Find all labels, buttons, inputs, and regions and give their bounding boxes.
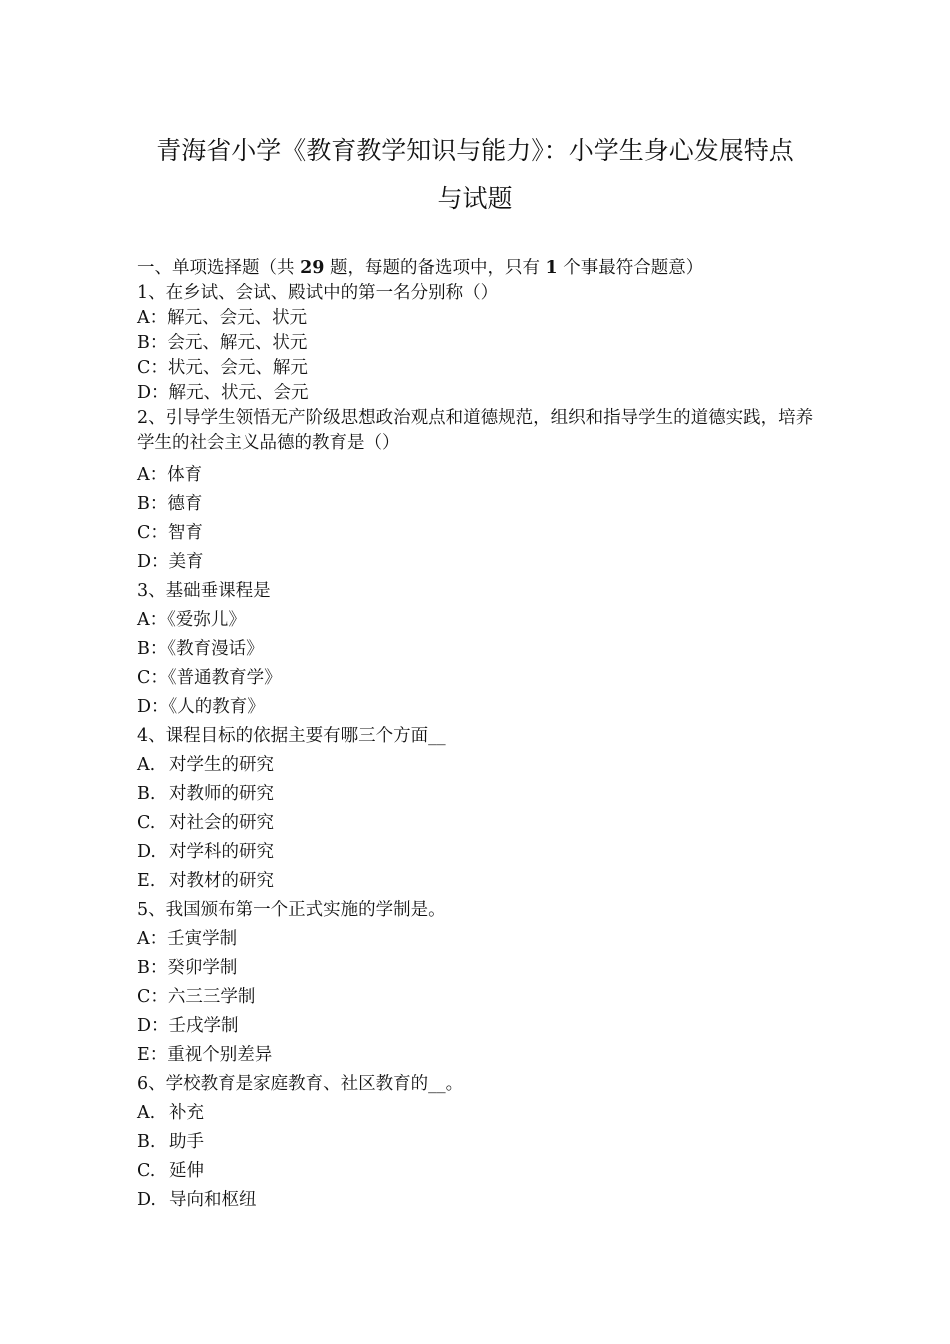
question-2-option-d: D：美育 bbox=[137, 552, 204, 572]
option-letter: A. bbox=[137, 755, 156, 775]
question-4-option-a bbox=[137, 751, 817, 780]
question-count: 29 bbox=[300, 258, 325, 278]
question-4-option-c bbox=[137, 809, 817, 838]
question-3-option-b: B：《教育漫话》 bbox=[137, 639, 264, 659]
document-title-line1: 青海省小学《教育教学知识与能力》：小学生身心发展特点 bbox=[156, 136, 794, 165]
option-letter: A. bbox=[137, 1103, 156, 1123]
question-2-option-b: B：德育 bbox=[137, 494, 203, 514]
question-2-stem: 2、引导学生领悟无产阶级思想政治观点和道德规范，组织和指导学生的道德实践，培养学生的社会主义品德的教育是（） bbox=[137, 408, 814, 453]
option-letter: C. bbox=[137, 813, 156, 833]
option-letter: E. bbox=[137, 871, 156, 891]
question-3-stem: 3、基础垂课程是 bbox=[137, 581, 271, 601]
question-5-option-d: D：壬戌学制 bbox=[137, 1016, 239, 1036]
question-3-option-d: D：《人的教育》 bbox=[137, 697, 265, 717]
question-5-stem: 5、我国颁布第一个正式实施的学制是。 bbox=[137, 900, 446, 920]
question-1-option-a: A：解元、会元、状元 bbox=[137, 308, 308, 328]
section-mid: 题，每题的备选项中，只有 bbox=[324, 258, 546, 278]
option-text: 导向和枢纽 bbox=[169, 1190, 257, 1210]
question-3-option-a: A：《爱弥儿》 bbox=[137, 610, 246, 630]
question-3-option-c: C：《普通教育学》 bbox=[137, 668, 282, 688]
question-4-option-e bbox=[137, 867, 817, 896]
question-1-option-c: C：状元、会元、解元 bbox=[137, 358, 308, 378]
section-heading bbox=[137, 256, 817, 281]
option-letter: B. bbox=[137, 784, 156, 804]
document-body bbox=[137, 256, 817, 1215]
question-6-option-c bbox=[137, 1157, 817, 1186]
option-letter: D. bbox=[137, 1190, 156, 1210]
option-text: 延伸 bbox=[169, 1161, 204, 1181]
section-suffix: 个事最符合题意） bbox=[557, 258, 704, 278]
question-5-option-e: E：重视个别差异 bbox=[137, 1045, 273, 1065]
option-text: 对教材的研究 bbox=[169, 871, 274, 891]
question-5-option-c: C：六三三学制 bbox=[137, 987, 256, 1007]
option-letter: B. bbox=[137, 1132, 156, 1152]
option-letter: D. bbox=[137, 842, 156, 862]
question-1-option-d: D：解元、状元、会元 bbox=[137, 383, 309, 403]
question-5-option-a: A：壬寅学制 bbox=[137, 929, 238, 949]
section-prefix: 一、单项选择题（共 bbox=[137, 258, 301, 278]
question-6-stem: 6、学校教育是家庭教育、社区教育的__。 bbox=[137, 1074, 464, 1094]
option-text: 对学科的研究 bbox=[169, 842, 274, 862]
option-text: 对学生的研究 bbox=[169, 755, 274, 775]
question-6-option-a bbox=[137, 1099, 817, 1128]
question-4-option-b bbox=[137, 780, 817, 809]
option-text: 对教师的研究 bbox=[169, 784, 274, 804]
option-text: 助手 bbox=[169, 1132, 204, 1152]
document-title-line2: 与试题 bbox=[437, 184, 513, 213]
question-1-stem: 1、在乡试、会试、殿试中的第一名分别称（） bbox=[137, 283, 499, 303]
option-text: 补充 bbox=[169, 1103, 204, 1123]
question-6-option-d bbox=[137, 1186, 817, 1215]
question-5-option-b: B：癸卯学制 bbox=[137, 958, 238, 978]
question-4-stem: 4、课程目标的依据主要有哪三个方面__ bbox=[137, 726, 446, 746]
question-2-option-c: C：智育 bbox=[137, 523, 203, 543]
question-6-option-b bbox=[137, 1128, 817, 1157]
question-2-option-a: A：体育 bbox=[137, 465, 203, 485]
answer-count: 1 bbox=[545, 258, 558, 278]
option-letter: C. bbox=[137, 1161, 156, 1181]
option-text: 对社会的研究 bbox=[169, 813, 274, 833]
question-1-option-b: B：会元、解元、状元 bbox=[137, 333, 308, 353]
question-4-option-d bbox=[137, 838, 817, 867]
